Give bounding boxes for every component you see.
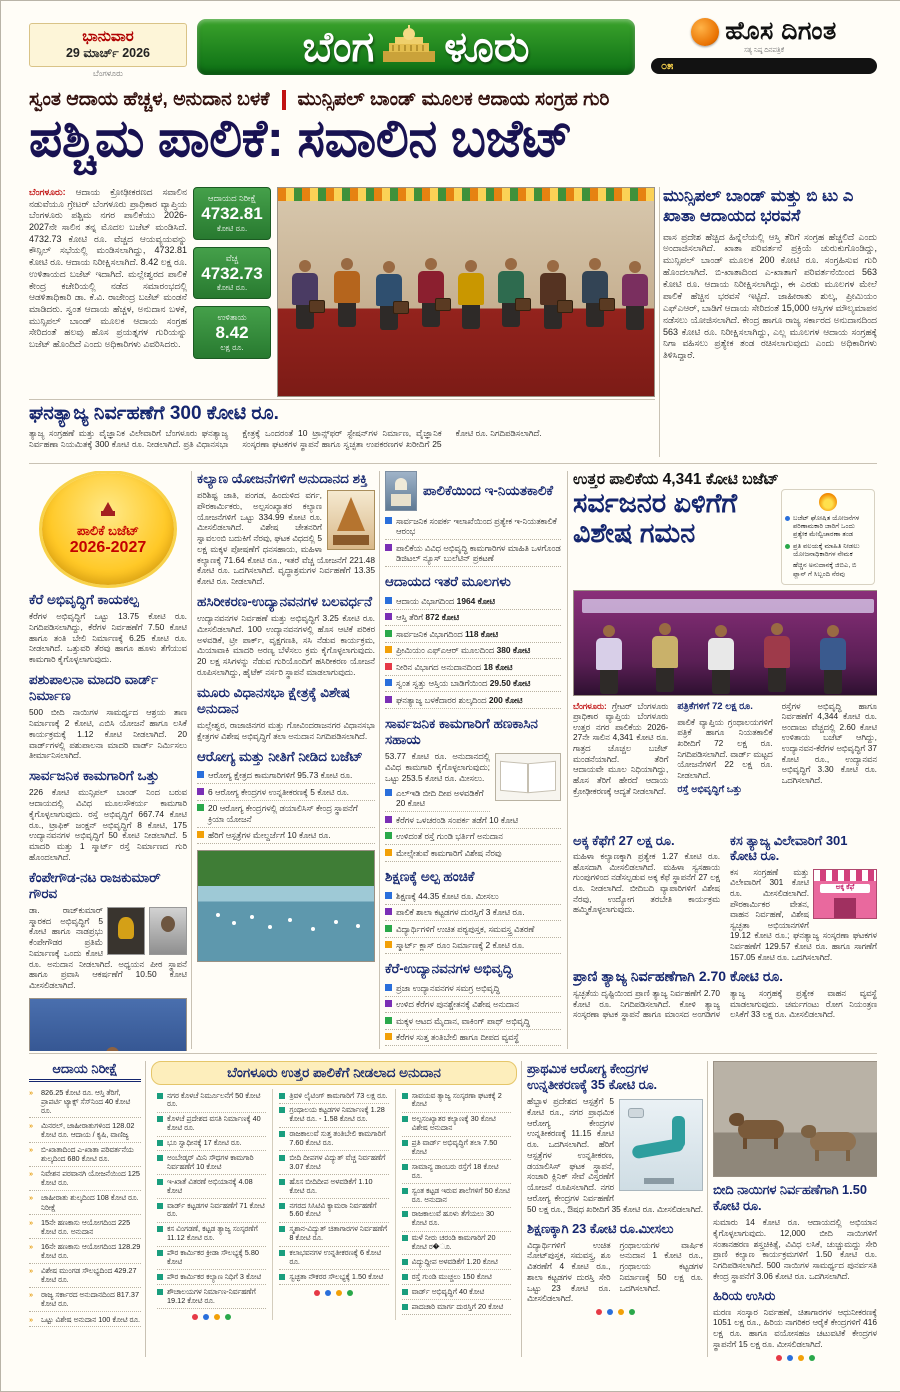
bullet-icon	[385, 630, 392, 637]
brand-tagline: ಸತ್ಯ ನಿಷ್ಠ ದಿನಪತ್ರಿಕೆ	[743, 47, 785, 54]
bullet-icon	[279, 1107, 285, 1113]
list-item: ಎಲ್‌ಇಡಿ ಬೀದಿ ದೀಪ ಅಳವಡಿಕೆಗೆ 20 ಕೋಟಿ	[385, 785, 490, 812]
bullet-icon	[785, 563, 790, 568]
bond-body: ವಾಸ ಪ್ರದೇಶ ಹೆಚ್ಚಿದ ಹಿನ್ನೆಲೆಯಲ್ಲಿ ಆಸ್ತಿ ತೆರಿಗೆ ಸಂಗ್ರಹ ಹೆಚ್ಚಲಿದೆ ಎಂದು ಅಂದಾಜಿಸಲಾಗಿದೆ. ಖಾತಾ ಪರಿವರ್ತನೆ ಪ್ರಕ್ರಿಯೆ ಚುರುಕುಗೊಂಡಿದ್ದು, ಮುನ್ಸಿಪಲ್ ಬಾಂಡ್ ಮೂಲಕ 200 ಕೋಟಿ ರೂ. ಸಂಗ್ರಹಿಸುವ ಗುರಿ ಹೊಂದಲಾಗಿದೆ. ಬಿ-ಖಾತಾದಿಂದ ಎ-ಖಾತಾಗೆ ಪರಿವರ್ತನೆಯಿಂದ 563 ಕೋಟಿ ರೂ. ಆದಾಯ ನಿರೀಕ್ಷಿಸಲಾಗಿದ್ದು, ಈ ಎರಡು ಮೂಲಗಳ ಮೇಲೆ ಪಾಲಿಕೆ ಹೆಚ್ಚಿನ ಭರವಸೆ ಇಟ್ಟಿದೆ. ಜಾಹೀರಾತು ಶುಲ್ಕ, ಪ್ರೀಮಿಯಂ ಎಫ್‌ಎಆರ್, ಬಾಡಿಗೆ ಆದಾಯ ಸೇರಿದಂತೆ 15,000 ಆಸ್ತಿಗಳ ಮೌಲ್ಯಮಾಪನ ನಡೆಸಲು ಯೋಜಿಸಲಾಗಿದೆ. ಕೇಂದ್ರ ಹಾಗೂ ರಾಜ್ಯ ಸರ್ಕಾರದ ಅನುದಾನದಿಂದ 563 ಕೋಟಿ ರೂ. ನಿರೀಕ್ಷಿಸಲಾಗಿದ್ದು, ಎಲ್ಲ ಮೂಲಗಳ ಆದಾಯ ಸಂಗ್ರಹಕ್ಕೆ ನಿಗಾ ವಹಿಸಲು ಪ್ರತ್ಯೇಕ ತಂಡ ರಚಿಸಲಾಗುವುದು ಎಂದು ಅಧಿಕಾರಿಗಳು ತಿಳಿಸಿದ್ದಾರೆ.	[663, 231, 877, 361]
list-item: ಪ್ರತಿ ವಲಯಕ್ಕೆ ಮಾಹಿತಿ ನೀಡಲು ಯೋಜನಾಧಿಕಾರಿಗಳ ನೇಮಕ	[785, 541, 871, 561]
kere-body: ಕೆರೆಗಳ ಅಭಿವೃದ್ಧಿಗೆ ಒಟ್ಟು 13.75 ಕೋಟಿ ರೂ. ನಿಗದಿಪಡಿಸಲಾಗಿದ್ದು, ಕೆರೆಗಳ ನಿರ್ವಹಣೆಗೆ 7.50 ಕೋಟಿ ಹಾಗೂ ತಂತಿ ಬೇಲಿ ನಿರ್ಮಾಣಕ್ಕೆ 6.25 ಕೋಟಿ ರೂ. ನೀಡಲಾಗಿದೆ. ಒತ್ತುವರಿ ತೆರವು ಹಾಗೂ ಹೂಳು ತೆಗೆಯುವ ಕಾಮಗಾರಿ ಕೈಗೊಳ್ಳಲಾಗುವುದು.	[29, 611, 187, 665]
arrow-bullet-icon: »	[29, 1217, 34, 1227]
list-item: 6 ಆರೋಗ್ಯ ಕೇಂದ್ರಗಳ ಉನ್ನತೀಕರಣಕ್ಕೆ 5 ಕೋಟಿ ರೂ.	[197, 784, 375, 801]
list-item: » 16ನೇ ಹಣಕಾಸು ಆಯೋಗದಿಂದ 128.29 ಕೋಟಿ ರೂ.	[29, 1239, 141, 1263]
bullet-icon	[385, 849, 392, 856]
stat-value: 8.42	[215, 323, 249, 343]
bullet-icon	[402, 1164, 408, 1170]
bond-headline: ಮುನ್ಸಿಪಲ್ ಬಾಂಡ್ ಮತ್ತು ಬಿ ಟು ಎ ಖಾತಾ ಆದಾಯದ ಭರವಸೆ	[663, 187, 854, 225]
assembly-body: ಮಲ್ಲೇಶ್ವರ, ರಾಜಾಜಿನಗರ ಮತ್ತು ಗೋವಿಂದರಾಜನಗರ ವಿಧಾನಸಭಾ ಕ್ಷೇತ್ರಗಳ ವಿಶೇಷ ಅಭಿವೃದ್ಧಿಗೆ ತಲಾ ಅನುದಾನ ನಿಗದಿಪಡಿಸಲಾಗಿದೆ.	[197, 720, 375, 741]
grants-list-1	[157, 1089, 266, 1309]
education-headline: ಶಿಕ್ಷಣಕ್ಕಾಗಿ 23 ಕೋಟಿ ರೂ.ಮೀಸಲು	[527, 1220, 674, 1236]
list-item: ಪ್ರತಿ ವಾರ್ಡ್ ಅಭಿವೃದ್ಧಿಗೆ ತಲಾ 7.50 ಕೋಟಿ	[402, 1137, 511, 1161]
north-dateline: ಬೆಂಗಳೂರು:	[573, 700, 607, 711]
list-item: ಮಕ್ಕಳ ಆಟದ ಮೈದಾನ, ವಾಕಿಂಗ್ ಪಾಥ್ ಅಭಿವೃದ್ಧಿ	[385, 1013, 561, 1030]
list-item: ಆಸ್ತಿ ತೆರಿಗೆ 872 ಕೋಟಿ	[385, 610, 561, 627]
list-item: ಮಳೆ ನೀರು ಚರಂಡಿ ಕಾಮಗಾರಿಗೆ 20 ಕೋಟಿ ರ�ೂ.	[402, 1232, 511, 1256]
north-subhead-1: ಪತ್ರಿಕೆಗಳಿಗೆ 72 ಲಕ್ಷ ರೂ.	[677, 700, 753, 712]
list-item: ಸಾರ್ವಜನಿಕ ವಿಭಾಗದಿಂದ 118 ಕೋಟಿ	[385, 626, 561, 643]
budget-stats	[193, 187, 271, 366]
stat-unit: ಕೋಟಿ ರೂ.	[216, 283, 248, 293]
list-item: ನೀರಿನ ವಿಭಾಗದ ಅನುದಾನದಿಂದ 18 ಕೋಟಿ	[385, 659, 561, 676]
pashu-body: 500 ಬೀದಿ ನಾಯಿಗಳ ಸಾಮರ್ಥ್ಯದ ಆಶ್ರಯ ತಾಣ ನಿರ್ಮಾಣಕ್ಕೆ 2 ಕೋಟಿ, ಎಬಿಸಿ ಯೋಜನೆ ಹಾಗೂ ಲಸಿಕೆ ಕಾರ್ಯಕ್ರಮಕ್ಕೆ 1.12 ಕೋಟಿ ನೀಡಲಾಗಿದೆ. 20 ವಾರ್ಡ್‌ಗಳಲ್ಲಿ ಪಶುಪಾಲನಾ ಮಾದರಿ ವಾರ್ಡ್ ನಿರ್ಮಿಸಲು ತೀರ್ಮಾನಿಸಲಾಗಿದೆ.	[29, 707, 187, 761]
bullet-icon	[385, 984, 392, 991]
works-headline: ಸಾರ್ವಜನಿಕ ಕಾಮಗಾರಿಗೆ ಒತ್ತು	[29, 768, 160, 784]
bullet-icon	[197, 831, 204, 838]
north-subhead-2: ರಸ್ತೆ ಅಭಿವೃದ್ಧಿಗೆ ಒತ್ತು	[677, 784, 743, 796]
bullet-icon	[157, 1250, 163, 1256]
kasa-text: ಕಸ ಸಂಗ್ರಹಣೆ ಮತ್ತು ವಿಲೇವಾರಿಗೆ 301 ಕೋಟಿ ರೂ. ಮೀಸಲಿಡಲಾಗಿದೆ. ಪೌರಕಾರ್ಮಿಕರ ವೇತನ, ವಾಹನ ನಿರ್ವಹಣೆ, ವಿಶೇಷ ಸ್ವಚ್ಛತಾ ಅಭಿಯಾನಗಳಿಗೆ 19.12 ಕೋಟಿ ರೂ.; ಘನತ್ಯಾಜ್ಯ ಸಂಸ್ಕರಣಾ ಘಟಕಗಳ ನಿರ್ವಹಣೆಗೆ 129.57 ಕೋಟಿ ರೂ. ಹಾಗೂ ಸಾಗಣೆಗೆ 157.05 ಕೋಟಿ ರೂ. ಒದಗಿಸಲಾಗಿದೆ.	[730, 866, 877, 962]
stat-value: 4732.81	[201, 204, 263, 223]
bullet-icon	[197, 771, 204, 778]
stat-unit: ಕೋಟಿ ರೂ.	[216, 223, 248, 233]
bullet-icon	[157, 1140, 163, 1146]
bullet-icon	[157, 1226, 163, 1232]
bullet-icon	[385, 544, 392, 551]
badge-line1: ಪಾಲಿಕೆ ಬಜೆಟ್	[77, 522, 139, 538]
section-end-dots	[279, 1290, 388, 1296]
list-item: » ಒಟ್ಟು ವಿಶೇಷ ಅನುದಾನ 100 ಕೋಟಿ ರೂ.	[29, 1312, 141, 1327]
works-help-text: 53.77 ಕೋಟಿ ರೂ. ಅನುದಾನದಲ್ಲಿ ವಿವಿಧ ಕಾಮಗಾರಿ ಕೈಗೊಳ್ಳಲಾಗುವುದು; ಒಟ್ಟು 253.5 ಕೋಟಿ ರೂ. ಮೀಸಲು.	[385, 751, 490, 783]
akka-article	[573, 833, 720, 963]
kempegowda-headline: ಕೆಂಪೇಗೌಡ-ನಟ ರಾಜಕುಮಾರ್ ಗೌರವ	[29, 869, 161, 901]
page-number: ೦೫	[661, 59, 674, 72]
list-item: ರಾಜಕಾಲುವೆ ಹೂಳು ತೆಗೆಯಲು 30 ಕೋಟಿ ರೂ.	[402, 1208, 511, 1232]
bullet-icon	[279, 1274, 285, 1280]
bullet-icon	[402, 1140, 408, 1146]
bullet-icon	[402, 1235, 408, 1241]
akka-headline: ಅಕ್ಕ ಕೆಫೆಗೆ 27 ಲಕ್ಷ ರೂ.	[573, 832, 675, 848]
list-item: ವಿದ್ಯಾರ್ಥಿಗಳಿಗೆ ಉಚಿತ ಪಠ್ಯಪುಸ್ತಕ, ಸಮವಸ್ತ್ರ ವಿತರಣೆ	[385, 921, 561, 938]
list-item: ಸಾವಯವ ತ್ಯಾಜ್ಯ ಸಂಸ್ಕರಣಾ ಘಟಕಕ್ಕೆ 2 ಕೋಟಿ	[402, 1089, 511, 1113]
speaker-figure	[100, 1047, 124, 1051]
kicker-divider	[282, 90, 286, 110]
animal-waste-body: ಸ್ವಚ್ಛತೆಯ ದೃಷ್ಟಿಯಿಂದ ಪ್ರಾಣಿ ತ್ಯಾಜ್ಯ ನಿರ್ವಹಣೆಗೆ 2.70 ಕೋಟಿ ರೂ. ನಿಗದಿಪಡಿಸಲಾಗಿದೆ. ಕೋಳಿ ತ್ಯಾಜ್ಯ ಸಂಸ್ಕರಣಾ ಘಟಕ ಸ್ಥಾಪನೆ ಹಾಗೂ ಮಾಂಸದ ಅಂಗಡಿಗಳ ತ್ಯಾಜ್ಯ ಸಂಗ್ರಹಕ್ಕೆ ಪ್ರತ್ಯೇಕ ವಾಹನ ವ್ಯವಸ್ಥೆ ಮಾಡಲಾಗುವುದು. ಚರ್ಮಗಂಟು ರೋಗ ನಿಯಂತ್ರಣ ಲಸಿಕೆಗೆ 33 ಲಕ್ಷ ರೂ. ಮೀಸಲಿಡಲಾಗಿದೆ.	[573, 988, 877, 1020]
stat-savings	[193, 306, 271, 359]
list-item: ಗ್ರಂಥಾಲಯ ಕಟ್ಟಡಗಳ ನಿರ್ಮಾಣಕ್ಕೆ 1.28 ಕೋಟಿ ರೂ. - 1.58 ಕೋಟಿ ರೂ.	[279, 1104, 388, 1128]
bullet-icon	[157, 1179, 163, 1185]
bullet-icon	[385, 908, 392, 915]
column-rule	[521, 1061, 522, 1357]
bullet-icon	[385, 789, 392, 796]
list-item: ಹೆಚ್ಚಿನ ಅನುದಾನಕ್ಕೆ ಜಿಬಿಎ, ಬಿ ಪ್ಲಾನ್ ಗೆ ಸಿಬ್ಬಂದಿ ನೆರವು	[785, 561, 871, 581]
stat-label: ಉಳಿತಾಯ	[217, 312, 247, 323]
rajkumar-photo	[149, 907, 187, 955]
arrow-bullet-icon: »	[29, 1145, 34, 1155]
city-banner	[197, 19, 635, 75]
list-item: ಕೊಳಚೆ ಪ್ರದೇಶದ ವಸತಿ ನಿರ್ಮಾಣಕ್ಕೆ 40 ಕೋಟಿ ರೂ.	[157, 1113, 266, 1137]
bullet-icon	[785, 516, 790, 521]
grants-section	[151, 1061, 517, 1361]
bullet-icon	[157, 1155, 163, 1161]
column-rule	[659, 187, 660, 457]
lakes-parks-headline: ಕೆರೆ-ಉದ್ಯಾನವನಗಳ ಅಭಿವೃದ್ಧಿ	[385, 961, 513, 976]
date-value: 29 ಮಾರ್ಚ್ 2026	[65, 46, 151, 60]
list-item: ಆದಾಯ ವಿಭಾಗದಿಂದ 1964 ಕೋಟಿ	[385, 593, 561, 610]
dome-icon	[97, 502, 119, 523]
column-rule	[707, 1061, 708, 1357]
bullet-icon	[385, 679, 392, 686]
works-body: 226 ಕೋಟಿ ಮುನ್ಸಿಪಲ್ ಬಾಂಡ್ ನಿಂದ ಬರುವ ಆದಾಯದಲ್ಲಿ ವಿವಿಧ ಮೂಲಸೌಕರ್ಯ ಕಾಮಗಾರಿ ಕೈಗೊಳ್ಳಲಾಗುವುದು. ರಸ್ತೆ ಅಭಿವೃದ್ಧಿಗೆ 667.74 ಕೋಟಿ ರೂ., ಟ್ರಾಫಿಕ್ ಜಂಕ್ಷನ್ ಅಭಿವೃದ್ಧಿಗೆ 8 ಕೋಟಿ, 175 ಉದ್ಯಾನವನಗಳ ಅಭಿವೃದ್ಧಿಗೆ 50 ಕೋಟಿ ನೀಡಲಾಗಿದೆ. 5 ಮಾದರಿ ಮತ್ತು 1 ಸ್ಮಾರ್ಟ್ ರಸ್ತೆ ನಿರ್ಮಾಣದ ಗುರಿ ಹೊಂದಲಾಗಿದೆ.	[29, 787, 187, 862]
bullet-icon	[385, 1000, 392, 1007]
stat-income	[193, 187, 271, 240]
bullet-icon	[279, 1155, 285, 1161]
stat-label: ಆದಾಯದ ನಿರೀಕ್ಷೆ	[207, 193, 257, 203]
list-item: ಪೌರ ಕಾರ್ಮಿಕರ ಕಲ್ಯಾಣ ನಿಧಿಗೆ 3 ಕೋಟಿ	[157, 1270, 266, 1285]
greening-body: ಉದ್ಯಾನವನಗಳ ನಿರ್ವಹಣೆ ಮತ್ತು ಅಭಿವೃದ್ಧಿಗೆ 3.25 ಕೋಟಿ ರೂ. ಮೀಸಲಿಡಲಾಗಿದೆ. 100 ಉದ್ಯಾನವನಗಳಲ್ಲಿ ಹೊಸ ಆಟಿಕೆ ಪರಿಕರ ಅಳವಡಿಕೆ, ಟ್ರೀ ಪಾರ್ಕ್, ವೃಕ್ಷಗಣತಿ, ಸಸಿ ನೆಡುವ ಕಾರ್ಯಕ್ರಮ, ಮಿಯಾವಾಕಿ ಮಾದರಿ ಅರಣ್ಯ ಬೆಳೆಸಲು ಕ್ರಮ ಕೈಗೊಳ್ಳಲಾಗುವುದು. 20 ಲಕ್ಷ ಸಸಿಗಳನ್ನು ನೆಡುವ ಗುರಿಯೊಂದಿಗೆ ಹಸಿರೀಕರಣ ಯೋಜನೆ ರೂಪಿಸಲಾಗಿದ್ದು, ಹೈಟೆಕ್ ನರ್ಸರಿ ಸ್ಥಾಪನೆ ಮಾಡಲಾಗುವುದು.	[197, 613, 375, 677]
bullet-icon	[385, 892, 392, 899]
kicker-left: ಸ್ವಂತ ಆದಾಯ ಹೆಚ್ಚಳ, ಅನುದಾನ ಬಳಕೆ	[29, 89, 270, 110]
health-budget-headline: ಆರೋಗ್ಯ ಮತ್ತು ನೀತಿಗೆ ನೀಡಿದ ಬಜೆಟ್	[197, 748, 363, 764]
arrow-bullet-icon: »	[29, 1290, 34, 1300]
kasa-article	[730, 833, 877, 963]
bottom-health-column	[527, 1061, 703, 1361]
mid-column-d	[573, 471, 877, 1051]
list-item: ನಗರ ಕೊಳಚೆ ನಿರ್ಮೂಲನೆಗೆ 50 ಕೋಟಿ ರೂ.	[157, 1089, 266, 1113]
bullet-icon	[279, 1250, 285, 1256]
street-dogs-photo	[713, 1061, 877, 1177]
list-item: ಅಲ್ಪಸಂಖ್ಯಾತರ ಕಲ್ಯಾಣಕ್ಕೆ 30 ಕೋಟಿ ವಿಶೇಷ ಅನುದಾನ	[402, 1113, 511, 1137]
brand-logo-icon	[691, 18, 719, 46]
bullet-icon	[385, 663, 392, 670]
mid-column-b	[197, 471, 375, 1051]
income-sources-list	[385, 593, 561, 709]
list-item: » ಜಾಹೀರಾತು ಶುಲ್ಕದಿಂದ 108 ಕೋಟಿ ರೂ. ನಿರೀಕ್ಷೆ	[29, 1191, 141, 1215]
street-dogs-body: ಸುಮಾರು 14 ಕೋಟಿ ರೂ. ಆದಾಯದಲ್ಲಿ ಅಭಿಯಾನ ಕೈಗೊಳ್ಳಲಾಗುವುದು. 12,000 ಬೀದಿ ನಾಯಿಗಳಿಗೆ ಸಂತಾನಹರಣ ಶಸ್ತ್ರಚಿಕಿತ್ಸೆ, ವಿವಿಧ ಲಸಿಕೆ, ಚುಚ್ಚುಮದ್ದು ಸೇರಿ ಪ್ರಾಣಿ ಕಲ್ಯಾಣ ಕಾರ್ಯಕ್ರಮಗಳಿಗೆ 1.50 ಕೋಟಿ ರೂ. ನಿಗದಿಪಡಿಸಲಾಗಿದೆ. 500 ನಾಯಿಗಳ ಸಾಮರ್ಥ್ಯದ ಪುನರ್ವಸತಿ ಕೇಂದ್ರ ಸ್ಥಾಪನೆಗೆ 3.06 ಕೋಟಿ ರೂ. ಒದಗಿಸಲಾಗಿದೆ.	[713, 1216, 877, 1281]
bullet-icon	[279, 1179, 285, 1185]
list-item: ಶಿಕ್ಷಣಕ್ಕೆ 44.35 ಕೋಟಿ ರೂ. ಮೀಸಲು	[385, 888, 561, 905]
stat-label: ವೆಚ್ಚ	[225, 252, 239, 263]
list-item: ವಿದ್ಯುದ್ದೀಪ ಅಳವಡಿಕೆಗೆ 1.20 ಕೋಟಿ	[402, 1255, 511, 1270]
bullet-icon	[157, 1116, 163, 1122]
section-end-dots	[713, 1355, 877, 1361]
bullet-icon	[785, 544, 790, 549]
page-number-bar	[651, 58, 877, 74]
list-item: » ವಿಶೇಷ ಮುಂಗಡ ಸೌಲಭ್ಯದಿಂದ 429.27 ಕೋಟಿ ರೂ.	[29, 1264, 141, 1288]
lead-text: ಆದಾಯ ಕ್ರೋಢೀಕರಣದ ಸವಾಲಿನ ನಡುವೆಯೂ ಗ್ರೇಟರ್ ಬೆಂಗಳೂರು ಪ್ರಾಧಿಕಾರ ವ್ಯಾಪ್ತಿಯ ಬೆಂಗಳೂರು ಪಶ್ಚಿಮ ನಗರ ಪಾಲಿಕೆಯು 2026-2027ನೇ ಸಾಲಿನ ತನ್ನ ಮೊದಲ ಬಜೆಟ್ ಮಂಡಿಸಿದೆ. 4732.73 ಕೋಟಿ ರೂ. ವೆಚ್ಚದ ಆಯವ್ಯಯವನ್ನು ಕೌನ್ಸಿಲ್ ಸಭೆಯಲ್ಲಿ ಮಂಡಿಸಲಾಗಿದ್ದು, 4732.81 ಕೋಟಿ ರೂ. ಆದಾಯ ನಿರೀಕ್ಷಿಸಲಾಗಿದೆ. 8.42 ಲಕ್ಷ ರೂ. ಉಳಿತಾಯದ ಬಜೆಟ್ ಇದಾಗಿದೆ. ಮಲ್ಲೇಶ್ವರದ ಪಾಲಿಕೆ ಕೇಂದ್ರ ಕಚೇರಿಯಲ್ಲಿ ನಡೆದ ಸಮಾರಂಭದಲ್ಲಿ ಆಡಳಿತಾಧಿಕಾರಿ ಡಾ. ಕೆ.ವಿ. ರಾಜೇಂದ್ರ ಬಜೆಟ್ ಮಂಡನೆ ಮಾಡಿದರು. ಸ್ವಂತ ಆದಾಯ ಹೆಚ್ಚಳ, ಅನುದಾನ ಬಳಕೆ, ಮುನ್ಸಿಪಲ್ ಬಾಂಡ್ ಮೂಲಕ ಆದಾಯ ಸಂಗ್ರಹ ಸೇರಿದಂತೆ ಹಲವು ಹೊಸ ಪ್ರಯತ್ನಗಳ ಗುರಿಯನ್ನು ಬಜೆಟ್ ಹೊಂದಿದೆ ಎಂದು ಅಧಿಕಾರಿಗಳು ವಿವರಿಸಿದರು.	[29, 187, 187, 349]
list-item: » ರಾಜ್ಯ ಸರ್ಕಾರದ ಅನುದಾನದಿಂದ 817.37 ಕೋಟಿ ರೂ.	[29, 1288, 141, 1312]
income-expectation-list	[29, 1085, 141, 1327]
stat-expense	[193, 247, 271, 300]
kasa-body	[730, 867, 877, 962]
rule	[29, 463, 877, 464]
north-budget-photo	[573, 590, 877, 696]
city-title-right: ಳೂರು	[444, 23, 530, 70]
budget-note-box	[781, 489, 875, 585]
bullet-icon	[157, 1274, 163, 1280]
stat-unit: ಲಕ್ಷ ರೂ.	[220, 342, 244, 352]
akka-cafe-photo	[813, 869, 877, 919]
column-rule	[145, 1061, 146, 1357]
arrow-bullet-icon: »	[29, 1314, 34, 1324]
list-item: ಪೌರ ಕಾರ್ಮಿಕರ ಕ್ರೀಡಾ ಸೌಲಭ್ಯಕ್ಕೆ 5.80 ಕೋಟಿ	[157, 1247, 266, 1271]
education-share-headline: ಶಿಕ್ಷಣಕ್ಕೆ ಅಲ್ಪ ಹಂಚಿಕೆ	[385, 868, 475, 884]
arrow-bullet-icon: »	[29, 1241, 34, 1251]
section-end-dots	[157, 1314, 266, 1320]
bullet-icon	[385, 646, 392, 653]
bullet-icon	[385, 597, 392, 604]
kasa-headline: ಕಸ ತ್ಯಾಜ್ಯ ವಿಲೇವಾರಿಗೆ 301 ಕೋಟಿ ರೂ.	[730, 832, 848, 864]
temple-photo	[327, 490, 375, 550]
main-headline: ಪಶ್ಚಿಮ ಪಾಲಿಕೆ: ಸವಾಲಿನ ಬಜೆಟ್	[29, 110, 573, 168]
grants-list-3	[402, 1089, 511, 1315]
list-item: ಬಜೆಟ್ ಘೋಷಿತ ಯೋಜನೆಗಳ ಪರಿಣಾಮಕಾರಿ ಜಾರಿಗೆ ಒಂದು ಪ್ರತ್ಯೇಕ ಮೇಲ್ವಿಚಾರಣಾ ತಂಡ	[785, 513, 871, 541]
north-kicker: ಉತ್ತರ ಪಾಲಿಕೆಯ 4,341 ಕೋಟಿ ಬಜೆಟ್	[573, 471, 779, 488]
list-item: ಘನತ್ಯಾಜ್ಯ ಬಳಕೆದಾರರ ಶುಲ್ಕದಿಂದ 200 ಕೋಟಿ	[385, 692, 561, 709]
vidhana-soudha-icon	[380, 25, 438, 70]
animal-waste-article	[573, 968, 877, 1051]
bullet-icon	[279, 1203, 285, 1209]
shop-sign: ಅಕ್ಕ ಕೆಫೆ	[820, 884, 870, 893]
phc-text: ಹೆಬ್ಬಾಳ ಪ್ರದೇಶದ ಆಸ್ಪತ್ರೆಗೆ 5 ಕೋಟಿ ರೂ., ನಗರ ಪ್ರಾಥಮಿಕ ಆರೋಗ್ಯ ಕೇಂದ್ರಗಳ ಉನ್ನತೀಕರಣಕ್ಕೆ 11.15 ಕೋಟಿ ರೂ. ಒದಗಿಸಲಾಗಿದೆ. ಹೆರಿಗೆ ಆಸ್ಪತ್ರೆಗಳ ಉನ್ನತೀಕರಣ, ಡಯಾಲಿಸಿಸ್ ಘಟಕ ಸ್ಥಾಪನೆ, ಸಂಚಾರಿ ಕ್ಲಿನಿಕ್ ಸೇವೆ ವಿಸ್ತರಣೆಗೆ ಯೋಜನೆ ರೂಪಿಸಲಾಗಿದೆ. ನಗರ ಆರೋಗ್ಯ ಕೇಂದ್ರಗಳ ನಿರ್ವಹಣೆಗೆ 50 ಲಕ್ಷ ರೂ., ಔಷಧ ಖರೀದಿಗೆ 35 ಕೋಟಿ ರೂ. ಮೀಸಲಿಡಲಾಗಿದೆ.	[527, 1095, 703, 1214]
works-help-intro	[385, 751, 561, 783]
list-item: ಸಾಮಾನ್ಯ ಡಾಂಬರು ರಸ್ತೆಗೆ 18 ಕೋಟಿ ರೂ.	[402, 1160, 511, 1184]
list-item: ಆರೋಗ್ಯ ಕ್ಷೇತ್ರದ ಕಾಮಗಾರಿಗಳಿಗೆ 95.73 ಕೋಟಿ ರೂ.	[197, 768, 375, 785]
birds	[216, 913, 220, 917]
flower-garland	[278, 188, 654, 201]
bullet-icon	[157, 1093, 163, 1099]
date-box	[29, 23, 187, 67]
list-item: ರಾಜಕಾಲುವೆ ಸುತ್ತ ತಂತಿಬೇಲಿ ಕಾಮಗಾರಿಗೆ 7.60 ಕೋಟಿ ರೂ.	[279, 1128, 388, 1152]
list-item: ಹೊಸ ಬೀದಿದೀಪ ಅಳವಡಿಕೆಗೆ 1.10 ಕೋಟಿ ರೂ.	[279, 1175, 388, 1199]
arrow-bullet-icon: »	[29, 1087, 34, 1097]
lakes-parks-list	[385, 980, 561, 1046]
bullet-icon	[279, 1131, 285, 1137]
health-budget-list	[197, 768, 375, 845]
bullet-icon	[385, 816, 392, 823]
bullet-icon	[385, 1017, 392, 1024]
list-item: » ಬಿ-ಖಾತಾದಿಂದ ಎ-ಖಾತಾ ಪರಿವರ್ತನೆಯ ಶುಲ್ಕದಿಂದ 680 ಕೋಟಿ ರೂ.	[29, 1143, 141, 1167]
waste-headline: ಘನತ್ಯಾಜ್ಯ ನಿರ್ವಹಣೆಗೆ 300 ಕೋಟಿ ರೂ.	[29, 403, 279, 424]
education-body: ವಿದ್ಯಾರ್ಥಿಗಳಿಗೆ ಉಚಿತ ನೋಟ್‌ಪುಸ್ತಕ, ಸಮವಸ್ತ್ರ, ಶೂ ವಿತರಣೆಗೆ 4 ಕೋಟಿ ರೂ., ಶಾಲಾ ಕಟ್ಟಡಗಳ ದುರಸ್ತಿ ಸೇರಿ ಒಟ್ಟು 23 ಕೋಟಿ ರೂ. ಮೀಸಲಿಡಲಾಗಿದೆ. ಗ್ರಂಥಾಲಯಗಳ ವಾರ್ಷಿಕ ಅನುದಾನ 1 ಕೋಟಿ ರೂ., ಗ್ರಂಥಾಲಯ ಕಟ್ಟಡಗಳ ನಿರ್ಮಾಣಕ್ಕೆ 50 ಲಕ್ಷ ರೂ. ಒದಗಿಸಲಾಗಿದೆ.	[527, 1239, 703, 1304]
bullet-icon	[402, 1211, 408, 1217]
list-item: ಸ್ವಂತ ಸ್ವತ್ತು ಆಸ್ತಿಯ ಬಾಡಿಗೆಯಿಂದ 29.50 ಕೋಟಿ	[385, 676, 561, 693]
bullet-icon	[402, 1304, 408, 1310]
note-list	[785, 513, 871, 581]
bullet-icon	[385, 941, 392, 948]
flame-icon	[819, 493, 837, 511]
list-item: ಕೆರೆಗಳ ಒಳಚರಂಡಿ ಸಂಪರ್ಕ ತಡೆಗೆ 10 ಕೋಟಿ	[385, 812, 561, 829]
north-headline: ಸರ್ವಜನರ ಏಳಿಗೆಗೆ ವಿಶೇಷ ಗಮನ	[573, 488, 738, 548]
income-sources-headline: ಆದಾಯದ ಇತರೆ ಮೂಲಗಳು	[385, 574, 511, 589]
works-help-headline: ಸಾರ್ವಜನಿಕ ಕಾಮಗಾರಿಗೆ ಹಣಕಾಸಿನ ಸಹಾಯ	[385, 715, 538, 747]
kicker	[29, 89, 877, 111]
kempegowda-text: ಡಾ. ರಾಜ್‌ಕುಮಾರ್ ಸ್ಮಾರಕದ ಅಭಿವೃದ್ಧಿಗೆ 5 ಕೋಟಿ ಹಾಗೂ ನಾಡಪ್ರಭು ಕೆಂಪೇಗೌಡರ ಪ್ರತಿಮೆ ನಿರ್ಮಾಣಕ್ಕೆ ಒಂದು ಕೋಟಿ ರೂ. ಅನುದಾನ ನೀಡಲಾಗಿದೆ. ಅಧ್ಯಯನ ಪೀಠ ಸ್ಥಾಪನೆ ಹಾಗೂ ಪ್ರವಾಸಿ ಆಕರ್ಷಣೆಗೆ 10.50 ಕೋಟಿ ಮೀಸಲಿಡಲಾಗಿದೆ.	[29, 904, 187, 991]
list-item: ಪಾದಚಾರಿ ಮಾರ್ಗ ದುರಸ್ತಿಗೆ 20 ಕೋಟಿ	[402, 1300, 511, 1315]
pashu-headline: ಪಶುಪಾಲನಾ ಮಾದರಿ ವಾರ್ಡ್ ನಿರ್ಮಾಣ	[29, 671, 159, 704]
list-item: ಶೌಚಾಲಯಗಳ ನಿರ್ಮಾಣ-ನಿರ್ವಹಣೆಗೆ 19.12 ಕೋಟಿ ರೂ.	[157, 1285, 266, 1309]
animal-waste-headline: ಪ್ರಾಣಿ ತ್ಯಾಜ್ಯ ನಿರ್ವಹಣೆಗಾಗಿ 2.70 ಕೋಟಿ ರೂ.	[573, 968, 784, 985]
akka-body: ಮಹಿಳಾ ಕಲ್ಯಾಣಕ್ಕಾಗಿ ಪ್ರತ್ಯೇಕ 1.27 ಕೋಟಿ ರೂ. ಹೊಸದಾಗಿ ಮೀಸಲಿಡಲಾಗಿದೆ. ಮಹಿಳಾ ಸ್ವಸಹಾಯ ಗುಂಪುಗಳಿಂದ ನಡೆಸಲ್ಪಡುವ ಅಕ್ಕ ಕೆಫೆ ಸ್ಥಾಪನೆಗೆ 27 ಲಕ್ಷ ರೂ. ನೀಡಲಾಗಿದೆ. ಬೀದಿಬದಿ ವ್ಯಾಪಾರಿಗಳಿಗೆ ವಿಶೇಷ ನೆರವು, ಉದ್ಯೋಗ ತರಬೇತಿ ಕಾರ್ಯಕ್ರಮ ಹಮ್ಮಿಕೊಳ್ಳಲಾಗುವುದು.	[573, 851, 720, 915]
list-item: » 826.25 ಕೋಟಿ ರೂ. ಆಸ್ತಿ ತೆರಿಗೆ, ಪ್ರಾಪರ್ಟಿ ಟ್ಯಾಕ್ಸ್ ಸೆಸ್‌ನಿಂದ 40 ಕೋಟಿ ರೂ.	[29, 1085, 141, 1118]
list-item: ಉಳಿದಂತೆ ರಸ್ತೆ ಗುಂಡಿ ಭರ್ತಿಗೆ ಅನುದಾನ	[385, 829, 561, 846]
list-item: ಸ್ಮಾರ್ಟ್ ಕ್ಲಾಸ್ ರೂಂ ನಿರ್ಮಾಣಕ್ಕೆ 2 ಕೋಟಿ ರೂ.	[385, 938, 561, 955]
list-item: 20 ಆರೋಗ್ಯ ಕೇಂದ್ರಗಳಲ್ಲಿ ಡಯಾಲಿಸಿಸ್ ಕೇಂದ್ರ ಸ್ಥಾಪನೆಗೆ ಕ್ರಿಯಾ ಯೋಜನೆ	[197, 801, 375, 828]
grants-column-2	[272, 1089, 394, 1320]
emagazine-headline: ಪಾಲಿಕೆಯಿಂದ ಇ-ನಿಯತಕಾಲಿಕೆ	[423, 482, 554, 498]
kalyana-headline: ಕಲ್ಯಾಣ ಯೋಜನೆಗಳಿಗೆ ಅನುದಾನದ ಶಕ್ತಿ	[197, 471, 368, 486]
bullet-icon	[157, 1203, 163, 1209]
list-item: ರಸ್ತೆ ಗುಂಡಿ ಮುಚ್ಚಲು 150 ಕೋಟಿ	[402, 1270, 511, 1285]
street-dogs-headline: ಬೀದಿ ನಾಯಿಗಳ ನಿರ್ವಹಣೆಗಾಗಿ 1.50 ಕೋಟಿ ರೂ.	[713, 1182, 867, 1213]
greening-headline: ಹಸಿರೀಕರಣ-ಉದ್ಯಾನವನಗಳ ಬಲವರ್ಧನೆ	[197, 593, 373, 609]
bullet-icon	[385, 832, 392, 839]
rule	[29, 1053, 877, 1054]
mid-column-c	[385, 471, 561, 1051]
list-item: ಬೀದಿ ದೀಪಗಳ ವಿದ್ಯುತ್ ವೆಚ್ಚ ನಿರ್ವಹಣೆಗೆ 3.07 ಕೋಟಿ	[279, 1151, 388, 1175]
kempegowda-statue-photo	[107, 907, 145, 955]
lake-photo	[197, 850, 375, 962]
badge-line2: 2026-2027	[69, 538, 147, 556]
list-item: ಸ್ವಚ್ಛತಾ ನೌಕರರ ಸೌಲಭ್ಯಕ್ಕೆ 1.50 ಕೋಟಿ	[279, 1270, 388, 1285]
bullet-icon	[197, 804, 204, 811]
bullet-icon	[385, 925, 392, 932]
list-item: ಪ್ರೀಮಿಯಂ ಎಫ್‌ಎಆರ್ ಮೂಲದಿಂದ 380 ಕೋಟಿ	[385, 643, 561, 660]
income-expectation-headline: ಆದಾಯ ನಿರೀಕ್ಷೆ	[29, 1061, 141, 1082]
list-item: ಮೇಲ್ಸೇತುವೆ ಕಾಮಗಾರಿಗೆ ವಿಶೇಷ ನೆರವು	[385, 845, 561, 862]
dental-chair-photo	[619, 1099, 703, 1191]
bullet-icon	[197, 788, 204, 795]
list-item: ಪಾಲಿಕೆಯ ವಿವಿಧ ಅಭಿವೃದ್ಧಿ ಕಾಮಗಾರಿಗಳ ಮಾಹಿತಿ ಒಳಗೊಂಡ ಡಿಜಿಟಲ್ ನ್ಯೂಸ್ ಬುಲೆಟಿನ್ ಪ್ರಕಟಣೆ	[385, 540, 561, 567]
waste-article	[29, 403, 655, 459]
north-paragraph: ರಸ್ತೆಗಳ ಅಭಿವೃದ್ಧಿ ಹಾಗೂ ನಿರ್ವಹಣೆಗೆ 4,344 ಕೋಟಿ ರೂ. ಅಂದಾಜು ವೆಚ್ಚದಲ್ಲಿ 2.60 ಕೋಟಿ ಉಳಿತಾಯ ಬಜೆಟ್ ಆಗಿದ್ದು, ಉದ್ಯಾನವನ-ಕೆರೆಗಳ ಅಭಿವೃದ್ಧಿಗೆ 37 ಕೋಟಿ ರೂ., ಉದ್ಯಾನವನ ಅಭಿವೃದ್ಧಿಗೆ 3.30 ಕೋಟಿ ರೂ. ಒದಗಿಸಲಾಗಿದೆ.	[781, 700, 877, 785]
bottom-income-column	[29, 1061, 141, 1361]
bullet-icon	[402, 1259, 408, 1265]
mid-column-a	[29, 471, 187, 1051]
kempegowda-body	[29, 905, 187, 991]
phc-body	[527, 1096, 703, 1215]
list-item: ನಗರದ ಸಿಸಿಟಿವಿ ಕ್ಯಾಮರಾ ನಿರ್ವಹಣೆಗೆ 5.60 ಕೋಟಿ	[279, 1199, 388, 1223]
list-item: » 15ನೇ ಹಣಕಾಸು ಆಯೋಗದಿಂದ 225 ಕೋಟಿ ರೂ. ಅನುದಾನ	[29, 1215, 141, 1239]
emagazine-list	[385, 513, 561, 567]
arrow-bullet-icon: »	[29, 1266, 34, 1276]
north-paragraph: ಗ್ರೇಟರ್ ಬೆಂಗಳೂರು ಪ್ರಾಧಿಕಾರ ವ್ಯಾಪ್ತಿಯ ಬೆಂಗಳೂರು ಉತ್ತರ ನಗರ ಪಾಲಿಕೆಯ 2026-27ನೇ ಸಾಲಿನ 4,341 ಕೋಟಿ ರೂ. ಗಾತ್ರದ ಚೊಚ್ಚಲ ಬಜೆಟ್ ಮಂಡನೆಯಾಗಿದೆ. ತೆರಿಗೆ ಆದಾಯವೇ ಮೂಲ ನಿಧಿಯಾಗಿದ್ದು, ಹೊಸ ತೆರಿಗೆ ಹೇರದೆ ಆದಾಯ ಕ್ರೋಢೀಕರಣಕ್ಕೆ ಆದ್ಯತೆ ನೀಡಲಾಗಿದೆ.	[573, 700, 669, 796]
bullet-icon	[279, 1226, 285, 1232]
list-item: » ಮಿನರಲ್, ಜಾಹೀರಾತುಗಳಿಂದ 128.02 ಕೋಟಿ ರೂ. ಆದಾಯ / ಕೃಷಿ, ವಾಣಿಜ್ಯ	[29, 1118, 141, 1142]
north-body	[573, 701, 877, 829]
brand-name: ಹೊಸ ದಿಗಂತ	[725, 17, 837, 45]
kicker-right: ಮುನ್ಸಿಪಲ್ ಬಾಂಡ್ ಮೂಲಕ ಆದಾಯ ಸಂಗ್ರಹ ಗುರಿ	[297, 89, 610, 110]
bottom-dogs-column	[713, 1061, 877, 1361]
list-item: ಅಂಬೇಡ್ಕರ್ ಮಿನಿ ಸೌಧಗಳ ಕಾಮಗಾರಿ ನಿರ್ವಹಣೆಗೆ 10 ಕೋಟಿ	[157, 1151, 266, 1175]
bullet-icon	[402, 1188, 408, 1194]
list-item: ವಾರ್ಡ್ ಅಭಿವೃದ್ಧಿಗೆ 40 ಕೋಟಿ	[402, 1285, 511, 1300]
bullet-icon	[279, 1093, 285, 1099]
grants-column-3	[395, 1089, 517, 1320]
north-paragraph: ಪಾಲಿಕೆ ವ್ಯಾಪ್ತಿಯ ಗ್ರಂಥಾಲಯಗಳಿಗೆ ಪತ್ರಿಕೆ ಹಾಗೂ ನಿಯತಕಾಲಿಕೆ ಖರೀದಿಗೆ 72 ಲಕ್ಷ ರೂ. ನಿಗದಿಪಡಿಸಲಾಗಿದೆ. ವಾರ್ಡ್ ಮಟ್ಟದ ಯೋಜನೆಗಳಿಗೆ 22 ಲಕ್ಷ ರೂ. ನೀಡಲಾಗಿದೆ.	[677, 716, 773, 780]
list-item: ಹೆರಿಗೆ ಆಸ್ಪತ್ರೆಗಳ ಮೇಲ್ದರ್ಜೆಗೆ 10 ಕೋಟಿ ರೂ.	[197, 828, 375, 845]
stage-banner	[582, 599, 874, 613]
grants-column-1	[151, 1089, 272, 1320]
rule	[29, 399, 655, 400]
arrow-bullet-icon: »	[29, 1193, 34, 1203]
bullet-icon	[402, 1116, 408, 1122]
bullet-icon	[385, 517, 392, 524]
bullet-icon	[385, 613, 392, 620]
section-end-dots	[527, 1309, 703, 1315]
lead-body	[29, 187, 187, 397]
grants-list-2	[279, 1089, 388, 1285]
list-item: ಕಲಾಭವನಗಳ ಉನ್ನತೀಕರಣಕ್ಕೆ 6 ಕೋಟಿ ರೂ.	[279, 1247, 388, 1271]
list-item: ಇ-ಖಾತೆ ವಿತರಣೆ ಅಭಿಯಾನಕ್ಕೆ 4.08 ಕೋಟಿ	[157, 1175, 266, 1199]
press-conference-photo	[29, 998, 187, 1051]
column-rule	[567, 471, 568, 1049]
column-rule	[379, 471, 380, 1049]
palike-building-thumb	[385, 471, 417, 511]
bullet-icon	[402, 1274, 408, 1280]
waste-body: ತ್ಯಾಜ್ಯ ಸಂಗ್ರಹಣೆ ಮತ್ತು ವೈಜ್ಞಾನಿಕ ವಿಲೇವಾರಿಗೆ ಬೆಂಗಳೂರು ಘನತ್ಯಾಜ್ಯ ನಿರ್ವಹಣಾ ನಿಯಮಿತಕ್ಕೆ 300 ಕೋಟಿ ರೂ. ನೀಡಲಾಗಿದೆ. ಪ್ರತಿ ವಿಧಾನಸಭಾ ಕ್ಷೇತ್ರಕ್ಕೆ ಒಂದರಂತೆ 10 ಟ್ರಾನ್ಸ್‌ಫರ್ ಸ್ಟೇಷನ್‌ಗಳ ನಿರ್ಮಾಣ, ವೈಜ್ಞಾನಿಕ ಸಂಸ್ಕರಣಾ ಘಟಕಗಳ ಸ್ಥಾಪನೆ ಹಾಗೂ ಸ್ವಚ್ಛತಾ ಉಪಕರಣಗಳ ಖರೀದಿಗೆ 25 ಕೋಟಿ ರೂ. ನಿಗದಿಪಡಿಸಲಾಗಿದೆ.	[29, 428, 542, 450]
list-item: ಭೂ ಸ್ವಾಧೀನಕ್ಕೆ 17 ಕೋಟಿ ರೂ.	[157, 1137, 266, 1152]
kalyana-text: ಪರಿಶಿಷ್ಟ ಜಾತಿ, ಪಂಗಡ, ಹಿಂದುಳಿದ ವರ್ಗ, ಪೌರಕಾರ್ಮಿಕರು, ಅಲ್ಪಸಂಖ್ಯಾತರ ಕಲ್ಯಾಣ ಯೋಜನೆಗಳಿಗೆ ಒಟ್ಟು 334.99 ಕೋಟಿ ರೂ. ಮೀಸಲಿಡಲಾಗಿದೆ. ವಿಶೇಷ ಚೇತನರಿಗೆ ಸ್ವಾವಲಂಬಿ ಬದುಕಿಗೆ ನೆರವು, ಘಟಕ ವಿಧದಲ್ಲಿ 5 ಲಕ್ಷ ಮಕ್ಕಳ ಪೋಷಣೆಗೆ ಧನಸಹಾಯ, ಮಹಿಳಾ ಕಲ್ಯಾಣಕ್ಕೆ 71.64 ಕೋಟಿ ರೂ., ಇತರೆ ವೆಚ್ಚ ಯೋಜನೆಗೆ 221.48 ಕೋಟಿ ರೂ. ಒದಗಿಸಲಾಗಿದೆ. ವೃದ್ಧಾಶ್ರಮಗಳ ನಿರ್ವಹಣೆಗೆ 13.35 ಕೋಟಿ ರೂ. ನೀಡಲಾಗಿದೆ.	[197, 490, 375, 587]
list-item: ಪಾಲಿಕೆ ಶಾಲಾ ಕಟ್ಟಡಗಳ ದುರಸ್ತಿಗೆ 3 ಕೋಟಿ ರೂ.	[385, 905, 561, 922]
list-item: ಕೆರೆಗಳ ಸುತ್ತ ತಂತಿಬೇಲಿ ಹಾಗೂ ದೀಪದ ವ್ಯವಸ್ಥೆ	[385, 1030, 561, 1047]
list-item: ಸ್ಮಶಾನ-ವಿದ್ಯುತ್ ಚಿತಾಗಾರಗಳ ನಿರ್ವಹಣೆಗೆ 8 ಕೋಟಿ ರೂ.	[279, 1223, 388, 1247]
date-day: ಭಾನುವಾರ	[82, 28, 134, 45]
open-book-art	[495, 753, 561, 801]
budget-ceremony-photo	[277, 187, 655, 397]
list-item: ಸ್ವಂತ ಕಟ್ಟಡ ಇರುವ ಶಾಲೆಗಳಿಗೆ 50 ಕೋಟಿ ರೂ. ಅನುದಾನ	[402, 1184, 511, 1208]
brand-box	[651, 17, 877, 81]
bullet-icon	[157, 1289, 163, 1295]
education-share-list	[385, 888, 561, 954]
seniors-body: ಮರಣ ಸಂಸ್ಕಾರ ನಿರ್ವಹಣೆ, ಚಿತಾಗಾರಗಳ ಆಧುನೀಕರಣಕ್ಕೆ 1051 ಲಕ್ಷ ರೂ., ಹಿರಿಯ ನಾಗರಿಕರ ಆರೈಕೆ ಕೇಂದ್ರಗಳಿಗೆ 416 ಲಕ್ಷ ರೂ. ಹಾಗೂ ವಯೋಸಹಜ ಚಟುವಟಿಕೆ ಕೇಂದ್ರಗಳ ಸ್ಥಾಪನೆಗೆ 15 ಲಕ್ಷ ರೂ. ಮೀಸಲಿಡಲಾಗಿದೆ.	[713, 1306, 877, 1349]
bond-article	[663, 187, 877, 457]
list-item: ಪ್ರಜಾ ಉದ್ಯಾನವನಗಳ ಸಮಗ್ರ ಅಭಿವೃದ್ಧಿ	[385, 980, 561, 997]
seniors-headline: ಹಿರಿಯ ಉಸಿರು	[713, 1287, 776, 1303]
list-item: ಉಳಿದ ಕೆರೆಗಳ ಪುನಶ್ಚೇತನಕ್ಕೆ ವಿಶೇಷ ಅನುದಾನ	[385, 997, 561, 1014]
column-rule	[191, 471, 192, 1049]
assembly-headline: ಮೂರು ವಿಧಾನಸಭಾ ಕ್ಷೇತ್ರಕ್ಕೆ ವಿಶೇಷ ಅನುದಾನ	[197, 684, 350, 716]
bullet-icon	[402, 1093, 408, 1099]
phc-headline: ಪ್ರಾಥಮಿಕ ಆರೋಗ್ಯ ಕೇಂದ್ರಗಳ ಉನ್ನತೀಕರಣಕ್ಕೆ 35 ಕೋಟಿ ರೂ.	[527, 1061, 658, 1092]
list-item: ವಾರ್ಡ್ ಕಟ್ಟಡಗಳ ನಿರ್ವಹಣೆಗೆ 71 ಕೋಟಿ ರೂ.	[157, 1199, 266, 1223]
bullet-icon	[402, 1289, 408, 1295]
list-item: » ನಿವೇಶನ ಪರವಾನಗಿ ಯೋಜನೆಯಿಂದ 125 ಕೋಟಿ ರೂ.	[29, 1167, 141, 1191]
kalyana-body	[197, 490, 375, 587]
list-item: ಸಾರ್ವಜನಿಕ ಸಂಪರ್ಕ ಇಲಾಖೆಯಿಂದ ಪ್ರತ್ಯೇಕ ಇ-ನಿಯತಕಾಲಿಕೆ ಆರಂಭ	[385, 513, 561, 540]
lead-dateline: ಬೆಂಗಳೂರು:	[29, 187, 66, 197]
list-item: ತ್ರಿವಳಿ ಲೈಟಿಂಗ್ ಕಾಮಗಾರಿಗೆ 73 ಲಕ್ಷ ರೂ.	[279, 1089, 388, 1104]
stat-value: 4732.73	[201, 263, 263, 283]
city-title-left: ಬೆಂಗ	[302, 23, 375, 70]
grants-headline: ಬೆಂಗಳೂರು ಉತ್ತರ ಪಾಲಿಕೆಗೆ ನೀಡಲಾದ ಅನುದಾನ	[151, 1061, 517, 1085]
budget-badge	[42, 473, 174, 585]
kere-headline: ಕೆರೆ ಅಭಿವೃದ್ಧಿಗೆ ಕಾಯಕಲ್ಪ	[29, 592, 139, 607]
bullet-icon	[385, 696, 392, 703]
list-item: ಕಸ ವಿಂಗಡಣೆ, ಕಟ್ಟಡ ತ್ಯಾಜ್ಯ ಸಂಸ್ಕರಣೆಗೆ 11.12 ಕೋಟಿ ರೂ.	[157, 1223, 266, 1247]
arrow-bullet-icon: »	[29, 1120, 34, 1130]
bullet-icon	[385, 1033, 392, 1040]
edition-label: ಬೆಂಗಳೂರು	[93, 69, 123, 78]
arrow-bullet-icon: »	[29, 1169, 34, 1179]
